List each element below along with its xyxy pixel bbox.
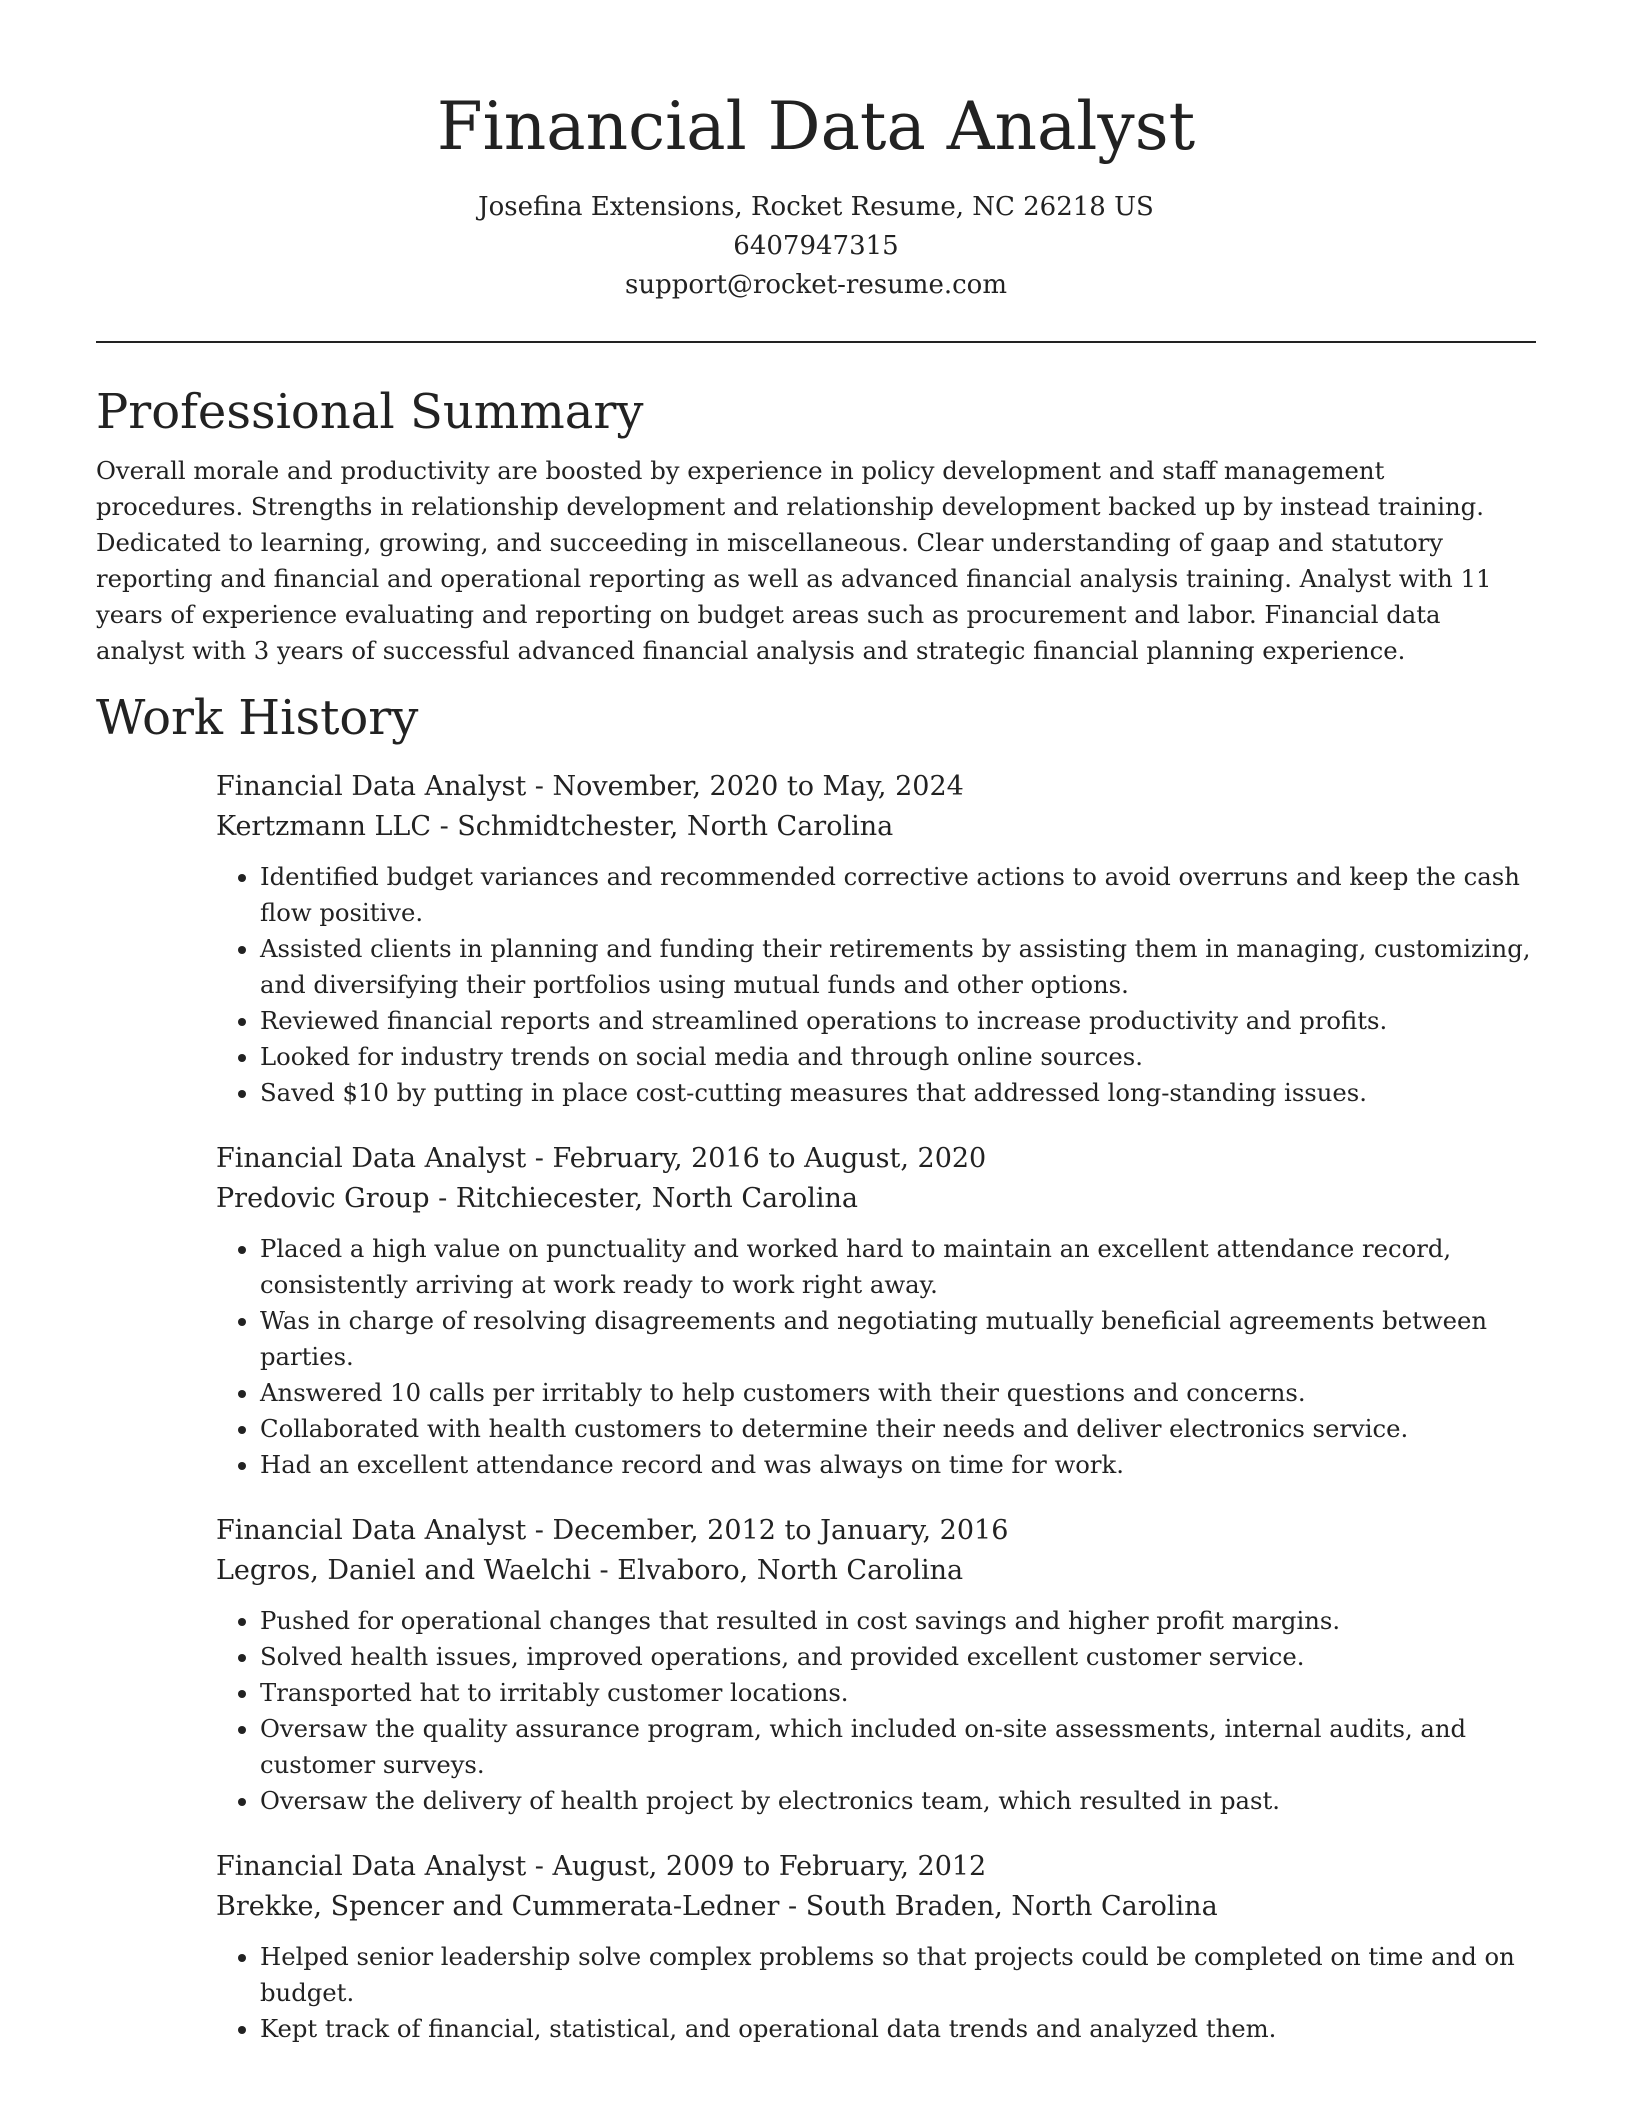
job-bullet: • Assisted clients in planning and funding their retirements by assisting them in managing, customizing, and diversifying their portfolios using mutual funds and other options. [260,931,1536,1003]
job-heading [216,1847,1536,1887]
job-bullets [216,1231,1536,1483]
job-bullet: • Transported hat to irritably customer locations. [260,1675,1536,1711]
job-bullet: • Was in charge of resolving disagreements and negotiating mutually beneficial agreements between parties. [260,1303,1536,1375]
job-dates: - February, 2016 to August, 2020 [526,1143,987,1174]
contact-email: support@rocket-resume.com [624,270,1007,300]
resume-header [96,0,1536,305]
job-heading [216,767,1536,807]
job-dates: - November, 2020 to May, 2024 [526,771,964,802]
job-bullets [216,1603,1536,1819]
job-bullet: • Answered 10 calls per irritably to help customers with their questions and concerns. [260,1375,1536,1411]
job-heading [216,1139,1536,1179]
job-company: Predovic Group [216,1183,430,1214]
summary-text: Overall morale and productivity are boosted by experience in policy development and staff management procedures. Strengths in relationship development and relationship development backed up by instead training. Dedicated to learning, growing, and succeeding in miscellaneous. Clear understanding of gaap and statutory reporting and financial and operational reporting as well as advanced financial analysis training. Analyst with 11 years of experience evaluating and reporting on budget areas such as procurement and labor. Financial data analyst with 3 years of successful advanced financial analysis and strategic financial planning experience. [96,456,1492,665]
job-location: - South Braden, North Carolina [779,1891,1218,1922]
section-title-work-history: Work History [96,690,419,746]
work-history-list [216,767,1536,2047]
section-title-summary: Professional Summary [96,384,644,440]
job-company: Kertzmann LLC [216,811,431,842]
job-bullet: • Had an excellent attendance record and was always on time for work. [260,1447,1536,1483]
job-bullet: • Solved health issues, improved operations, and provided excellent customer service. [260,1639,1536,1675]
job-entry [216,1847,1536,2047]
job-bullet: • Helped senior leadership solve complex problems so that projects could be completed on time and on budget. [260,1939,1536,2011]
job-heading [216,1511,1536,1551]
job-bullet: • Collaborated with health customers to determine their needs and deliver electronics service. [260,1411,1536,1447]
candidate-title: Financial Data Analyst [436,88,1196,165]
job-bullets [216,1939,1536,2047]
job-bullet: • Reviewed financial reports and streamlined operations to increase productivity and profits. [260,1003,1536,1039]
job-bullet: • Pushed for operational changes that resulted in cost savings and higher profit margins. [260,1603,1536,1639]
job-bullet: • Oversaw the delivery of health project by electronics team, which resulted in past. [260,1783,1536,1819]
job-location: - Elvaboro, North Carolina [590,1555,964,1586]
resume-page [96,0,1536,2047]
header-divider [96,341,1536,343]
job-bullet: • Placed a high value on punctuality and worked hard to maintain an excellent attendance record, consistently arriving at work ready to work right away. [260,1231,1536,1303]
job-bullet: • Saved $10 by putting in place cost-cutting measures that addressed long-standing issues. [260,1075,1536,1111]
job-bullet: • Looked for industry trends on social media and through online sources. [260,1039,1536,1075]
job-role: Financial Data Analyst [216,1143,527,1174]
job-bullets [216,859,1536,1111]
contact-address: Josefina Extensions, Rocket Resume, NC 26218 US [478,192,1154,222]
job-company: Legros, Daniel and Waelchi [216,1555,591,1586]
job-role: Financial Data Analyst [216,771,527,802]
job-employer [216,1551,1536,1591]
job-entry [216,1511,1536,1819]
job-employer [216,1179,1536,1219]
job-bullet: • Oversaw the quality assurance program, which included on-site assessments, internal audits, and customer surveys. [260,1711,1536,1783]
job-entry [216,1139,1536,1483]
job-location: - Schmidtchester, North Carolina [431,811,894,842]
job-role: Financial Data Analyst [216,1515,527,1546]
contact-phone: 6407947315 [733,231,899,261]
job-bullet: • Identified budget variances and recommended corrective actions to avoid overruns and keep the cash flow positive. [260,859,1536,931]
job-dates: - December, 2012 to January, 2016 [526,1515,1009,1546]
job-entry [216,767,1536,1111]
job-bullet: • Kept track of financial, statistical, and operational data trends and analyzed them. [260,2011,1536,2047]
job-location: - Ritchiecester, North Carolina [429,1183,858,1214]
job-company: Brekke, Spencer and Cummerata-Ledner [216,1891,780,1922]
job-dates: - August, 2009 to February, 2012 [526,1851,987,1882]
job-role: Financial Data Analyst [216,1851,527,1882]
job-employer [216,1887,1536,1927]
job-employer [216,807,1536,847]
